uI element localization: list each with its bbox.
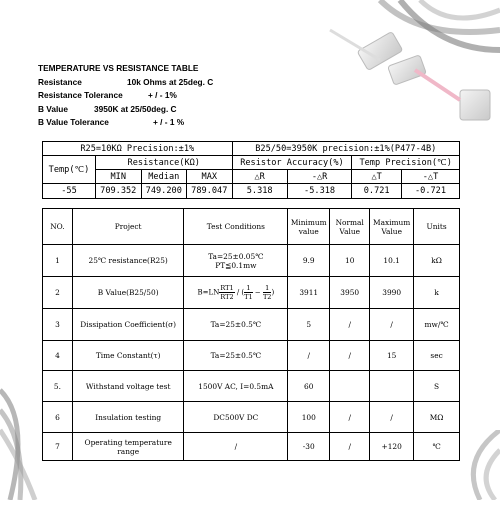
precision-title-left: R25=10KΩ Precision:±1% <box>43 142 233 156</box>
row-min: 3911 <box>288 277 330 309</box>
fraction-denominator: RT2 <box>220 293 234 301</box>
resistance-precision-table <box>42 141 460 199</box>
spec-label: B Value Tolerance <box>38 117 109 127</box>
header-no: NO. <box>43 209 73 245</box>
row-normal <box>330 371 370 402</box>
specification-table <box>42 208 460 461</box>
row-min: 100 <box>288 402 330 433</box>
header-project: Project <box>72 209 184 245</box>
row-project: Withstand voltage test <box>72 371 184 402</box>
row-no: 1 <box>43 245 73 277</box>
subheader-neg-delta-r: -△R <box>287 170 352 184</box>
row-normal: / <box>330 309 370 341</box>
spec-line-b-value-tolerance <box>38 116 198 130</box>
spec-value: + / - 1% <box>148 90 177 100</box>
subheader-median: Median <box>141 170 187 184</box>
table-row <box>43 245 460 277</box>
row-no: 6 <box>43 402 73 433</box>
row-no: 7 <box>43 433 73 461</box>
formula-fraction <box>244 284 252 301</box>
row-max: +120 <box>370 433 414 461</box>
spec-label: Resistance <box>38 76 82 87</box>
subheader-max: MAX <box>187 170 233 184</box>
row-no: 3 <box>43 309 73 341</box>
table-cell: 709.352 <box>96 184 142 199</box>
row-conditions: / <box>184 433 288 461</box>
fraction-numerator: 1 <box>244 284 252 293</box>
row-no: 2 <box>43 277 73 309</box>
row-units: S <box>414 371 460 402</box>
row-units: sec <box>414 341 460 371</box>
table-cell: 5.318 <box>232 184 287 199</box>
subheader-delta-t: △T <box>352 170 402 184</box>
row-units: kΩ <box>414 245 460 277</box>
subheader-neg-delta-t: -△T <box>401 170 459 184</box>
row-units: ℃ <box>414 433 460 461</box>
table-cell: 789.047 <box>187 184 233 199</box>
row-min: / <box>288 341 330 371</box>
row-project: 25℃ resistance(R25) <box>72 245 184 277</box>
table-row <box>43 371 460 402</box>
table-row <box>43 341 460 371</box>
formula-fraction <box>263 284 271 301</box>
row-max <box>370 371 414 402</box>
spec-title: TEMPERATURE VS RESISTANCE TABLE <box>38 63 199 73</box>
row-normal: 3950 <box>330 277 370 309</box>
resistance-group-header: Resistance(KΩ) <box>96 156 233 170</box>
row-project: B Value(B25/50) <box>72 277 184 309</box>
table-row <box>43 277 460 309</box>
row-conditions: B=LN $\frac{RT1}{RT2}$ / ( $\frac{1}{T1}$ − $\frac{1}{T2}$) <box>184 277 288 309</box>
product-photo-top-right <box>320 0 500 140</box>
row-max: 15 <box>370 341 414 371</box>
accuracy-group-header: Resistor Accuracy(%) <box>232 156 352 170</box>
table-row <box>43 433 460 461</box>
row-units: k <box>414 277 460 309</box>
row-min: 5 <box>288 309 330 341</box>
row-min: -30 <box>288 433 330 461</box>
spec-line-b-value <box>38 103 198 117</box>
header-min: Minimum value <box>288 209 330 245</box>
spec-label: B Value <box>38 103 68 114</box>
subheader-delta-r: △R <box>232 170 287 184</box>
formula-fraction <box>219 284 234 301</box>
row-min: 9.9 <box>288 245 330 277</box>
temp-precision-group-header: Temp Precision(℃) <box>352 156 460 170</box>
table-cell: -5.318 <box>287 184 352 199</box>
row-conditions: DC500V DC <box>184 402 288 433</box>
row-project: Operating temperature range <box>72 433 184 461</box>
row-normal: 10 <box>330 245 370 277</box>
row-max: 3990 <box>370 277 414 309</box>
row-normal: / <box>330 341 370 371</box>
table-cell: 749.200 <box>141 184 187 199</box>
row-max: / <box>370 309 414 341</box>
row-no: 5. <box>43 371 73 402</box>
row-project: Dissipation Coefficient(σ) <box>72 309 184 341</box>
table-cell: -55 <box>43 184 96 199</box>
table-cell: -0.721 <box>401 184 459 199</box>
spec-value: 10k Ohms at 25deg. C <box>127 76 214 87</box>
row-normal: / <box>330 402 370 433</box>
formula-prefix: B=LN <box>197 288 220 297</box>
spec-value: 3950K at 25/50deg. C <box>94 103 177 114</box>
precision-title-right: B25/50=3950K precision:±1%(P477-4B) <box>232 142 459 156</box>
row-no: 4 <box>43 341 73 371</box>
spec-value: + / - 1 % <box>153 117 185 127</box>
row-units: mw/℃ <box>414 309 460 341</box>
header-units: Units <box>414 209 460 245</box>
row-project: Time Constant(τ) <box>72 341 184 371</box>
table-row <box>43 402 460 433</box>
spec-label: Resistance Tolerance <box>38 90 123 100</box>
temp-header: Temp(℃) <box>43 156 96 184</box>
row-conditions: Ta=25±0.5℃ <box>184 309 288 341</box>
fraction-numerator: 1 <box>263 284 271 293</box>
spec-line-resistance-tolerance <box>38 89 198 103</box>
row-units: MΩ <box>414 402 460 433</box>
header-conditions: Test Conditions <box>184 209 288 245</box>
condition-line: PT≦0.1mw <box>215 260 257 270</box>
row-min: 60 <box>288 371 330 402</box>
row-max: / <box>370 402 414 433</box>
table-row <box>43 309 460 341</box>
fraction-denominator: T1 <box>244 293 253 301</box>
row-project: Insulation testing <box>72 402 184 433</box>
row-conditions <box>184 245 288 277</box>
row-normal: / <box>330 433 370 461</box>
row-max: 10.1 <box>370 245 414 277</box>
spec-line-resistance <box>38 76 214 90</box>
row-conditions: 1500V AC, I=0.5mA <box>184 371 288 402</box>
subheader-min: MIN <box>96 170 142 184</box>
condition-line: Ta=25±0.05℃ <box>208 251 264 261</box>
header-max: Maximum Value <box>370 209 414 245</box>
header-normal: Normal Value <box>330 209 370 245</box>
spec-header <box>38 62 214 130</box>
table-cell: 0.721 <box>352 184 402 199</box>
row-conditions: Ta=25±0.5℃ <box>184 341 288 371</box>
fraction-denominator: T2 <box>262 293 272 301</box>
fraction-numerator: RT1 <box>220 284 234 292</box>
